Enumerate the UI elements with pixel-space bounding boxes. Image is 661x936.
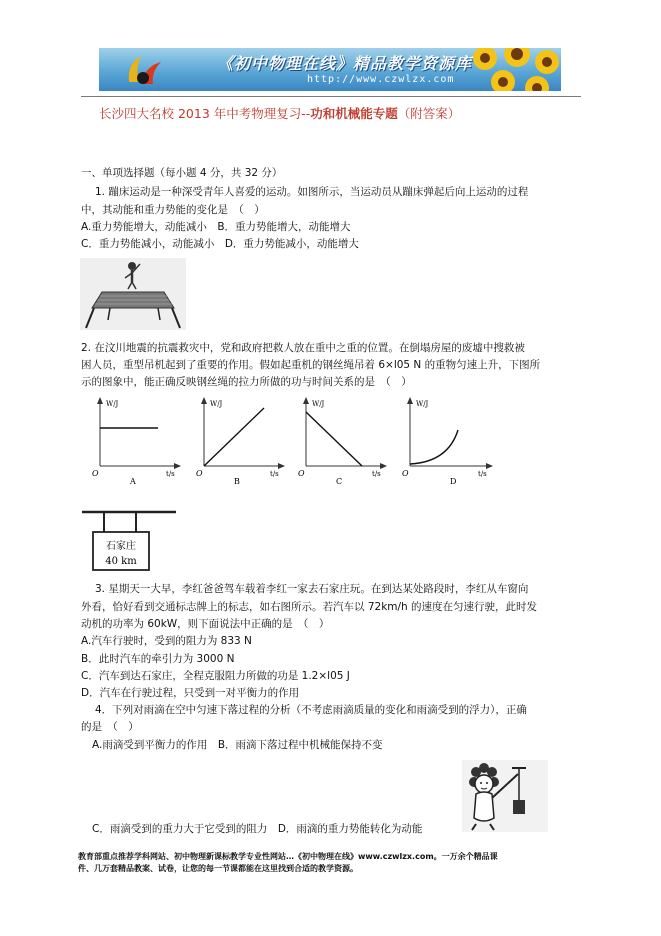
graph-b-xlabel: t/s	[270, 470, 279, 478]
q3-line3: 动机的功率为 60kW，则下面说法中正确的是 （ ）	[81, 618, 330, 630]
q2-line2: 困人员，重型吊机起到了重要的作用。假如起重机的钢丝绳吊着 6×l05 N 的重物匀速上升，下图所	[81, 359, 541, 371]
q3-line1: 3. 星期天一大早，李红爸爸驾车载着李红一家去石家庄玩。在到达某处路段时，李红从车窗向	[95, 583, 529, 595]
banner-url[interactable]: http://www.czwlzx.com	[307, 74, 455, 85]
graph-d-xlabel: t/s	[478, 470, 487, 478]
graph-a-label: A	[130, 477, 136, 486]
graph-c-xlabel: t/s	[372, 470, 381, 478]
graph-a-xlabel: t/s	[166, 470, 175, 478]
footer-line1: 教育部重点推荐学科网站、初中物理新课标教学专业性网站…《初中物理在线》www.czwlzx.com。一万余个精品课	[78, 852, 498, 861]
graph-d	[396, 394, 500, 486]
title-prefix: 长沙四大名校 2013 年中考物理复习--	[99, 106, 311, 121]
traffic-sign-figure	[82, 508, 178, 574]
graph-d-ylabel: W/J	[416, 400, 429, 408]
graph-c	[292, 394, 392, 486]
title-suffix: （附答案）	[397, 106, 461, 121]
sign-distance: 40 km	[105, 556, 137, 567]
graph-a-ylabel: W/J	[106, 400, 119, 408]
q3-line2: 外看，恰好看到交通标志牌上的标志，如右图所示。若汽车以 72km/h 的速度在匀速行驶，此时发	[81, 601, 538, 613]
q1-line2: 中，其动能和重力势能的变化是 （ ）	[81, 204, 265, 216]
graph-a	[86, 394, 186, 486]
q4-line1: 4．下列对雨滴在空中匀速下落过程的分析（不考虑雨滴质量的变化和雨滴受到的浮力），正确	[95, 704, 527, 716]
site-logo-icon	[121, 52, 171, 88]
header-divider	[81, 96, 581, 97]
graph-b-label: B	[234, 477, 240, 486]
trampoline-figure	[80, 258, 186, 330]
graph-d-label: D	[450, 477, 457, 486]
header-banner	[99, 48, 561, 91]
page-footer	[78, 851, 583, 875]
graph-b-origin: O	[196, 469, 203, 478]
cartoon-weightlifter-figure	[462, 760, 548, 832]
q3-option-b: B．此时汽车的牵引力为 3000 N	[81, 653, 235, 665]
graph-c-label: C	[336, 477, 343, 486]
q1-line1: 1. 蹦床运动是一种深受青年人喜爱的运动。如图所示，当运动员从蹦床弹起后向上运动的过程	[95, 186, 529, 198]
graph-c-ylabel: W/J	[312, 400, 325, 408]
graph-b-ylabel: W/J	[210, 400, 223, 408]
graph-d-origin: O	[402, 469, 409, 478]
graph-a-origin: O	[92, 469, 99, 478]
q3-option-a: A.汽车行驶时，受到的阻力为 833 N	[81, 635, 252, 647]
q3-option-c: C．汽车到达石家庄，全程克服阻力所做的功是 1.2×l05 J	[81, 670, 350, 682]
q4-line2: 的是 （ ）	[81, 721, 139, 733]
q4-options-cd: C．雨滴受到的重力大于它受到的阻力 D．雨滴的重力势能转化为动能	[92, 823, 423, 835]
document-title	[99, 104, 561, 122]
footer-line2: 件、几万套精品教案、试卷，让您的每一节课都能在这里找到合适的教学资源。	[78, 864, 358, 873]
banner-title: 《初中物理在线》精品教学资源库	[217, 54, 473, 73]
title-bold: 功和机械能专题	[310, 106, 398, 121]
graph-c-origin: O	[298, 469, 305, 478]
q2-line3: 示的图象中，能正确反映钢丝绳的拉力所做的功与时间关系的是 （ ）	[81, 376, 412, 388]
q3-option-d: D．汽车在行驶过程，只受到一对平衡力的作用	[81, 687, 300, 699]
sunflower-decoration-icon	[455, 48, 561, 91]
q1-options-cd: C．重力势能减小，动能减小 D．重力势能减小，动能增大	[81, 238, 359, 250]
q2-line1: 2. 在汶川地震的抗震救灾中，党和政府把救人放在重中之重的位置。在倒塌房屋的废墟中搜救被	[81, 342, 525, 354]
section-heading: 一、单项选择题（每小题 4 分，共 32 分）	[81, 167, 283, 179]
sign-place: 石家庄	[106, 541, 136, 552]
graph-b	[190, 394, 290, 486]
q1-options-ab: A.重力势能增大，动能减小 B．重力势能增大，动能增大	[81, 221, 351, 233]
q4-options-ab: A.雨滴受到平衡力的作用 B．雨滴下落过程中机械能保持不变	[92, 739, 383, 751]
